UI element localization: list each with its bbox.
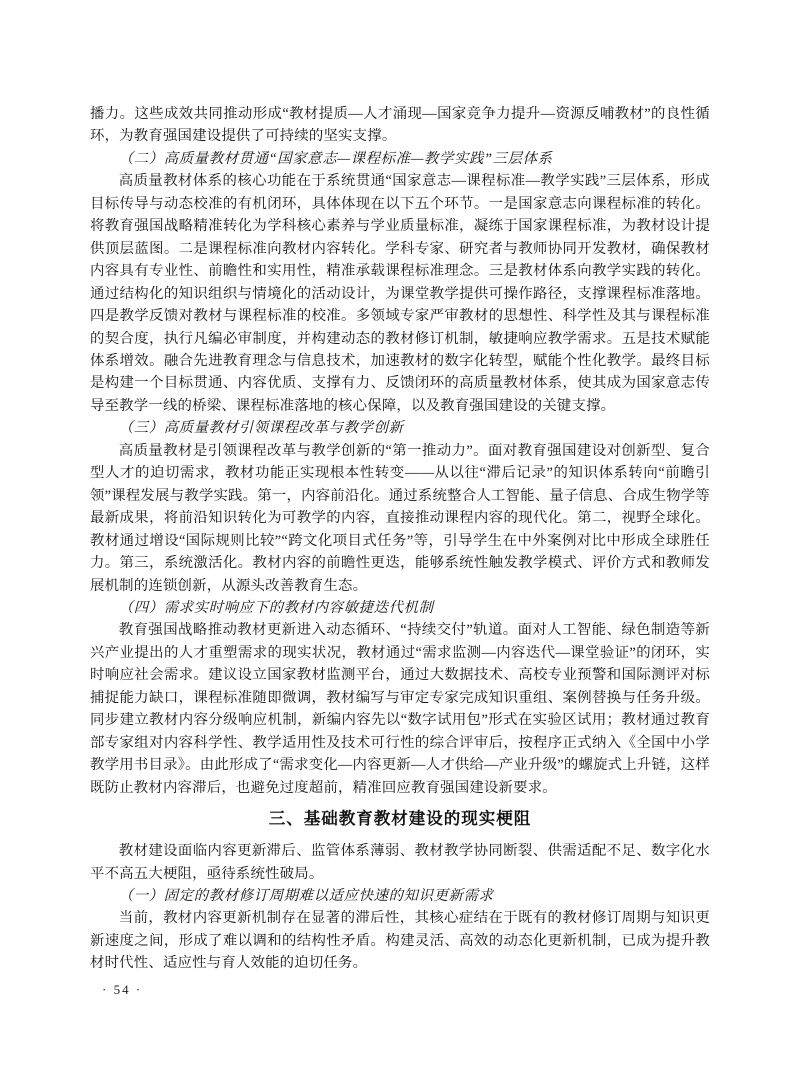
subsection-heading-3: （三）高质量教材引领课程改革与教学创新 xyxy=(118,420,404,437)
page-number: · 54 · xyxy=(102,981,143,997)
paragraph-continuation: 播力。这些成效共同推动形成“教材提质—人才涌现—国家竞争力提升—资源反哺教材”的良性循环，为教育强国建设提供了可持续的坚实支撑。 xyxy=(90,106,710,145)
paragraph: 教材建设面临内容更新滞后、监管体系薄弱、教材教学协同断裂、供需适配不足、数字化水平不高五大梗阻，亟待系统性破局。 xyxy=(90,843,710,882)
paragraph: 当前，教材内容更新机制存在显著的滞后性，其核心症结在于既有的教材修订周期与知识更新速度之间，形成了难以调和的结构性矛盾。构建灵活、高效的动态化更新机制，已成为提升教材时代性、适应性与育人效能的迫切任务。 xyxy=(90,910,710,972)
subsection-heading-1: （一）固定的教材修订周期难以适应快速的知识更新需求 xyxy=(118,887,494,904)
section-heading: 三、基础教育教材建设的现实梗阻 xyxy=(268,810,532,829)
paragraph: 高质量教材是引领课程改革与教学创新的“第一推动力”。面对教育强国建设对创新型、复合型人才的迫切需求，教材功能正实现根本性转变——从以往“滞后记录”的知识体系转向“前瞻引领”课程发展与教学实践。第一，内容前沿化。通过系统整合人工智能、量子信息、合成生物学等最新成果，将前沿知识转化为可教学的内容，直接推动课程内容的现代化。第二，视野全球化。教材通过增设“国际规则比较”“跨文化项目式任务”等，引导学生在中外案例对比中形成全球胜任力。第三，系统激活化。教材内容的前瞻性更迭，能够系统性触发教学模式、评价方式和教师发展机制的连锁创新，从源头改善教育生态。 xyxy=(90,442,710,594)
paragraph: 教育强国战略推动教材更新进入动态循环、“持续交付”轨道。面对人工智能、绿色制造等新兴产业提出的人才重塑需求的现实状况，教材通过“需求监测—内容迭代—课堂验证”的闭环，实时响应社会需求。建议设立国家教材监测平台，通过大数据技术、高校专业预警和国际测评对标捕捉能力缺口，课程标准随即微调，教材编写与审定专家完成知识重组、案例替换与任务升级。同步建立教材内容分级响应机制，新编内容先以“数字试用包”形式在实验区试用；教材通过教育部专家组对内容科学性、教学适用性及技术可行性的综合评审后，按程序正式纳入《全国中小学教学用书目录》。由此形成了“需求变化—内容更新—人才供给—产业升级”的螺旋式上升链，这样既防止教材内容滞后，也避免过度超前，精准回应教育强国建设新要求。 xyxy=(90,622,710,796)
text-column xyxy=(90,103,710,1001)
subsection-heading-4: （四）需求实时响应下的教材内容敏捷迭代机制 xyxy=(118,599,434,616)
paragraph: 高质量教材体系的核心功能在于系统贯通“国家意志—课程标准—教学实践”三层体系，形成目标传导与动态校准的有机闭环，具体体现在以下五个环节。一是国家意志向课程标准的转化。将教育强国战略精准转化为学科核心素养与学业质量标准，凝练于国家课程标准，为教材设计提供顶层蓝图。二是课程标准向教材内容转化。学科专家、研究者与教师协同开发教材，确保教材内容具有专业性、前瞻性和实用性，精准承载课程标准理念。三是教材体系向教学实践的转化。通过结构化的知识组织与情境化的活动设计，为课堂教学提供可操作路径，支撑课程标准落地。四是教学反馈对教材与课程标准的校准。多领域专家严审教材的思想性、科学性及其与课程标准的契合度，执行凡编必审制度，并构建动态的教材修订机制，敏捷响应教学需求。五是技术赋能体系增效。融合先进教育理念与信息技术，加速教材的数字化转型，赋能个性化教学。最终目标是构建一个目标贯通、内容优质、支撑有力、反馈闭环的高质量教材体系，使其成为国家意志传导至教学一线的桥梁、课程标准落地的核心保障，以及教育强国建设的关键支撑。 xyxy=(90,173,710,414)
subsection-heading-2: （二）高质量教材贯通“国家意志—课程标准—教学实践”三层体系 xyxy=(118,150,553,167)
